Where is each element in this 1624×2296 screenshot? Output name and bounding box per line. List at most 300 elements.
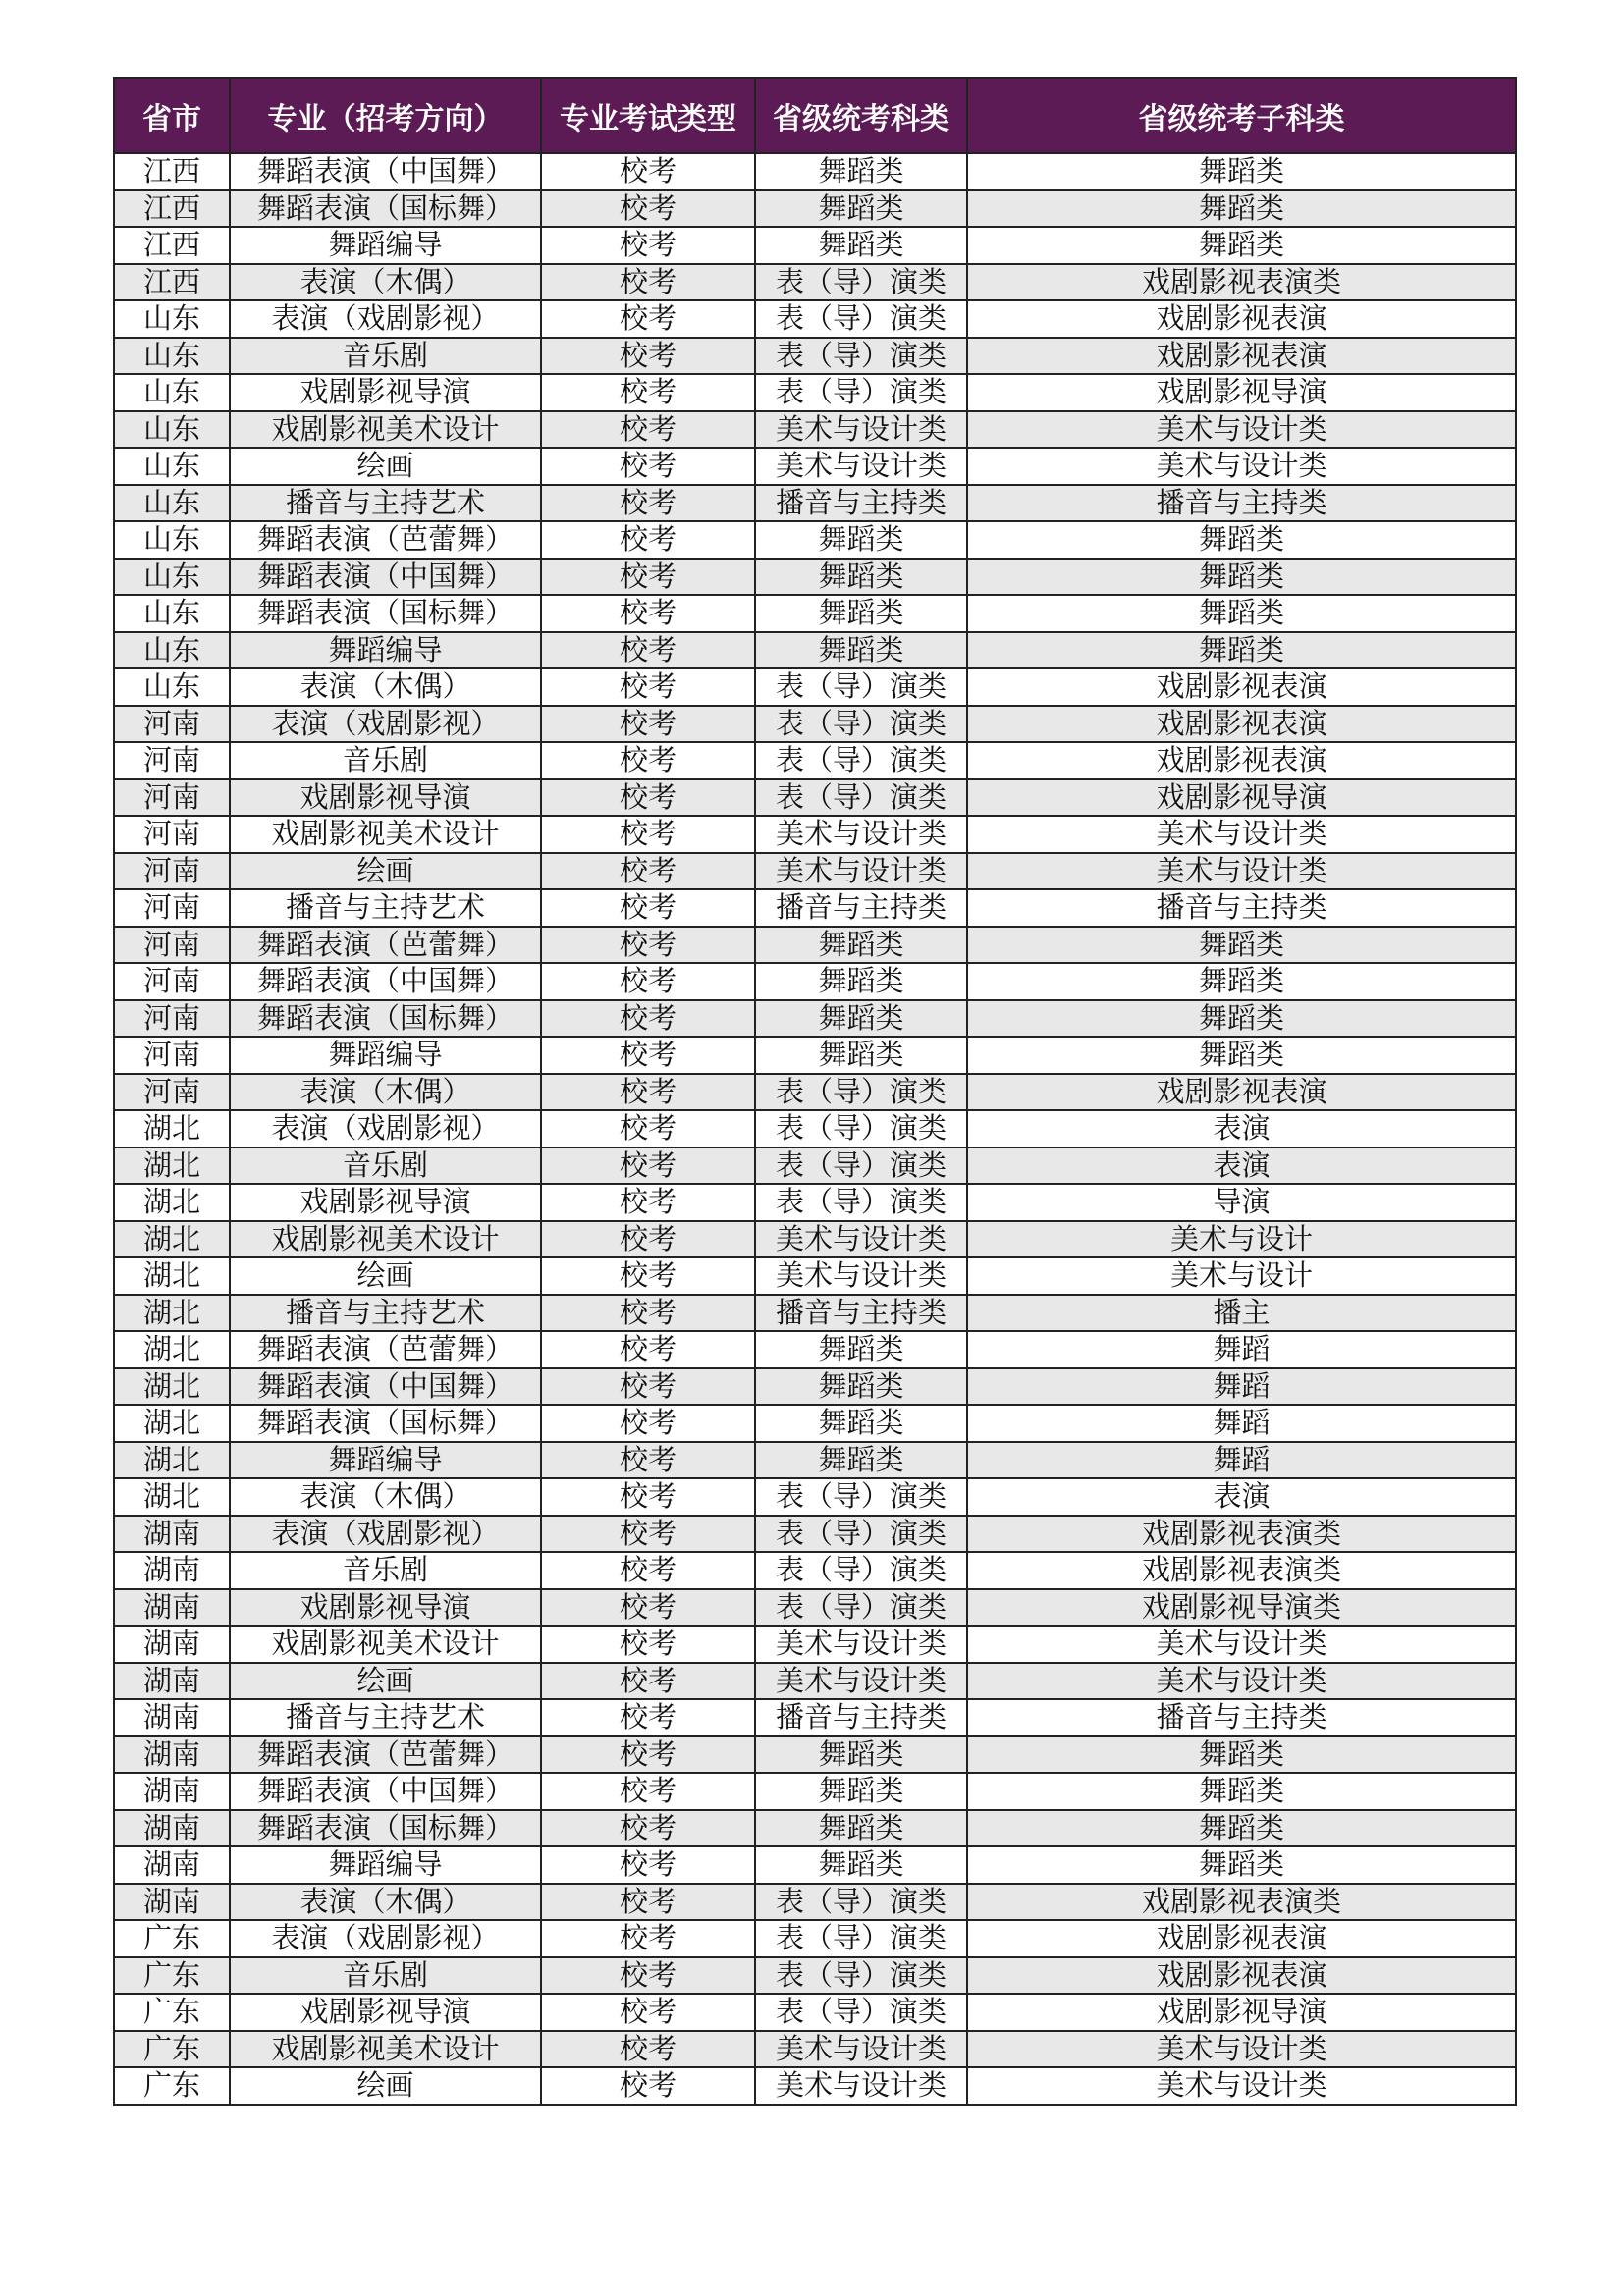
cell-category: 舞蹈类: [755, 1810, 967, 1847]
cell-subcategory: 美术与设计: [967, 1257, 1516, 1295]
cell-subcategory: 戏剧影视导演: [967, 779, 1516, 817]
table-row: [114, 411, 1516, 449]
cell-province: 湖北: [114, 1221, 230, 1258]
cell-major: 戏剧影视导演: [230, 1589, 541, 1627]
cell-exam-type: 校考: [541, 2067, 755, 2105]
cell-exam-type: 校考: [541, 227, 755, 264]
cell-exam-type: 校考: [541, 1736, 755, 1774]
table-row: [114, 816, 1516, 853]
table-row: [114, 448, 1516, 485]
cell-province: 河南: [114, 779, 230, 817]
cell-exam-type: 校考: [541, 853, 755, 890]
cell-category: 美术与设计类: [755, 1221, 967, 1258]
cell-province: 湖南: [114, 1846, 230, 1884]
table-row: [114, 1994, 1516, 2031]
cell-category: 表（导）演类: [755, 1884, 967, 1921]
cell-major: 戏剧影视美术设计: [230, 816, 541, 853]
table-row: [114, 1589, 1516, 1627]
cell-category: 舞蹈类: [755, 559, 967, 596]
cell-subcategory: 戏剧影视导演: [967, 1994, 1516, 2031]
cell-major: 舞蹈编导: [230, 632, 541, 669]
cell-province: 湖北: [114, 1442, 230, 1479]
cell-subcategory: 戏剧影视表演: [967, 706, 1516, 743]
cell-major: 戏剧影视导演: [230, 1184, 541, 1221]
cell-category: 表（导）演类: [755, 706, 967, 743]
table-row: [114, 1148, 1516, 1185]
cell-major: 表演（戏剧影视）: [230, 1516, 541, 1553]
cell-province: 山东: [114, 300, 230, 338]
cell-exam-type: 校考: [541, 1957, 755, 1995]
cell-major: 舞蹈表演（中国舞）: [230, 559, 541, 596]
cell-category: 舞蹈类: [755, 1331, 967, 1368]
table-row: [114, 927, 1516, 964]
cell-major: 舞蹈表演（芭蕾舞）: [230, 927, 541, 964]
cell-major: 舞蹈表演（国标舞）: [230, 190, 541, 228]
cell-category: 美术与设计类: [755, 816, 967, 853]
cell-exam-type: 校考: [541, 1626, 755, 1663]
table-row: [114, 1184, 1516, 1221]
cell-exam-type: 校考: [541, 1368, 755, 1406]
cell-subcategory: 舞蹈类: [967, 1773, 1516, 1810]
cell-province: 湖北: [114, 1295, 230, 1332]
table-row: [114, 227, 1516, 264]
cell-major: 绘画: [230, 448, 541, 485]
cell-major: 舞蹈表演（中国舞）: [230, 963, 541, 1000]
cell-subcategory: 表演: [967, 1478, 1516, 1516]
cell-major: 绘画: [230, 853, 541, 890]
header-province: 省市: [114, 78, 230, 153]
cell-subcategory: 舞蹈类: [967, 1000, 1516, 1038]
cell-major: 舞蹈编导: [230, 1846, 541, 1884]
cell-category: 表（导）演类: [755, 742, 967, 779]
cell-category: 表（导）演类: [755, 779, 967, 817]
cell-major: 表演（木偶）: [230, 668, 541, 706]
cell-exam-type: 校考: [541, 1478, 755, 1516]
cell-subcategory: 舞蹈类: [967, 153, 1516, 190]
cell-subcategory: 舞蹈类: [967, 1810, 1516, 1847]
cell-category: 播音与主持类: [755, 1699, 967, 1736]
cell-category: 表（导）演类: [755, 1589, 967, 1627]
cell-subcategory: 美术与设计类: [967, 816, 1516, 853]
table-row: [114, 1736, 1516, 1774]
table-row: [114, 264, 1516, 301]
cell-exam-type: 校考: [541, 927, 755, 964]
exam-category-table: [113, 77, 1517, 2106]
cell-major: 绘画: [230, 2067, 541, 2105]
table-row: [114, 1442, 1516, 1479]
table-body: [114, 153, 1516, 2105]
cell-province: 山东: [114, 632, 230, 669]
cell-major: 戏剧影视美术设计: [230, 1626, 541, 1663]
cell-province: 山东: [114, 595, 230, 632]
cell-province: 湖北: [114, 1110, 230, 1148]
cell-subcategory: 戏剧影视表演类: [967, 1884, 1516, 1921]
cell-exam-type: 校考: [541, 190, 755, 228]
cell-category: 舞蹈类: [755, 1736, 967, 1774]
cell-subcategory: 播主: [967, 1295, 1516, 1332]
cell-province: 湖南: [114, 1663, 230, 1700]
cell-province: 山东: [114, 521, 230, 559]
cell-subcategory: 美术与设计类: [967, 411, 1516, 449]
cell-major: 舞蹈表演（中国舞）: [230, 1773, 541, 1810]
cell-subcategory: 戏剧影视表演类: [967, 1552, 1516, 1589]
cell-category: 美术与设计类: [755, 2067, 967, 2105]
cell-major: 播音与主持艺术: [230, 1295, 541, 1332]
table-row: [114, 1405, 1516, 1442]
cell-major: 舞蹈编导: [230, 227, 541, 264]
cell-exam-type: 校考: [541, 2031, 755, 2068]
cell-subcategory: 戏剧影视表演: [967, 668, 1516, 706]
table-row: [114, 1221, 1516, 1258]
cell-category: 表（导）演类: [755, 1516, 967, 1553]
cell-subcategory: 表演: [967, 1110, 1516, 1148]
cell-exam-type: 校考: [541, 1110, 755, 1148]
table-row: [114, 1295, 1516, 1332]
cell-exam-type: 校考: [541, 1552, 755, 1589]
table-row: [114, 853, 1516, 890]
cell-subcategory: 播音与主持类: [967, 1699, 1516, 1736]
cell-province: 湖南: [114, 1699, 230, 1736]
table-row: [114, 1478, 1516, 1516]
cell-category: 舞蹈类: [755, 1442, 967, 1479]
cell-subcategory: 戏剧影视导演: [967, 374, 1516, 411]
cell-exam-type: 校考: [541, 706, 755, 743]
cell-province: 湖北: [114, 1184, 230, 1221]
cell-province: 山东: [114, 559, 230, 596]
cell-category: 表（导）演类: [755, 1552, 967, 1589]
cell-major: 舞蹈表演（芭蕾舞）: [230, 1331, 541, 1368]
cell-province: 江西: [114, 227, 230, 264]
cell-category: 表（导）演类: [755, 1920, 967, 1957]
cell-category: 表（导）演类: [755, 338, 967, 375]
cell-province: 河南: [114, 742, 230, 779]
cell-subcategory: 戏剧影视表演: [967, 1957, 1516, 1995]
cell-province: 山东: [114, 448, 230, 485]
cell-exam-type: 校考: [541, 1000, 755, 1038]
cell-exam-type: 校考: [541, 1810, 755, 1847]
cell-province: 江西: [114, 190, 230, 228]
cell-exam-type: 校考: [541, 411, 755, 449]
cell-category: 表（导）演类: [755, 1110, 967, 1148]
cell-subcategory: 播音与主持类: [967, 889, 1516, 927]
cell-category: 舞蹈类: [755, 632, 967, 669]
cell-category: 播音与主持类: [755, 1295, 967, 1332]
cell-exam-type: 校考: [541, 338, 755, 375]
cell-category: 表（导）演类: [755, 264, 967, 301]
cell-subcategory: 戏剧影视表演类: [967, 264, 1516, 301]
cell-major: 音乐剧: [230, 1148, 541, 1185]
cell-province: 河南: [114, 927, 230, 964]
cell-province: 河南: [114, 889, 230, 927]
table-row: [114, 742, 1516, 779]
cell-province: 湖南: [114, 1626, 230, 1663]
cell-exam-type: 校考: [541, 448, 755, 485]
cell-province: 广东: [114, 1994, 230, 2031]
header-subcategory: 省级统考子科类: [967, 78, 1516, 153]
cell-exam-type: 校考: [541, 1442, 755, 1479]
cell-exam-type: 校考: [541, 1994, 755, 2031]
cell-province: 山东: [114, 668, 230, 706]
cell-province: 山东: [114, 374, 230, 411]
cell-subcategory: 舞蹈类: [967, 521, 1516, 559]
cell-exam-type: 校考: [541, 1846, 755, 1884]
cell-subcategory: 戏剧影视表演: [967, 742, 1516, 779]
table-row: [114, 1257, 1516, 1295]
cell-exam-type: 校考: [541, 1295, 755, 1332]
cell-category: 播音与主持类: [755, 485, 967, 522]
cell-subcategory: 舞蹈类: [967, 190, 1516, 228]
table-row: [114, 963, 1516, 1000]
table-row: [114, 2067, 1516, 2105]
table-row: [114, 1920, 1516, 1957]
cell-province: 湖南: [114, 1884, 230, 1921]
cell-province: 湖北: [114, 1478, 230, 1516]
cell-exam-type: 校考: [541, 1920, 755, 1957]
cell-province: 湖南: [114, 1552, 230, 1589]
table-row: [114, 889, 1516, 927]
cell-province: 湖南: [114, 1773, 230, 1810]
table-row: [114, 1110, 1516, 1148]
cell-subcategory: 戏剧影视表演: [967, 338, 1516, 375]
cell-province: 河南: [114, 816, 230, 853]
cell-province: 湖南: [114, 1589, 230, 1627]
cell-major: 表演（木偶）: [230, 1884, 541, 1921]
cell-exam-type: 校考: [541, 1516, 755, 1553]
cell-exam-type: 校考: [541, 485, 755, 522]
cell-subcategory: 播音与主持类: [967, 485, 1516, 522]
cell-subcategory: 舞蹈: [967, 1331, 1516, 1368]
cell-major: 表演（木偶）: [230, 1074, 541, 1111]
cell-category: 美术与设计类: [755, 853, 967, 890]
cell-exam-type: 校考: [541, 1221, 755, 1258]
cell-category: 舞蹈类: [755, 153, 967, 190]
cell-exam-type: 校考: [541, 1074, 755, 1111]
cell-major: 戏剧影视美术设计: [230, 1221, 541, 1258]
cell-exam-type: 校考: [541, 1663, 755, 1700]
cell-province: 河南: [114, 963, 230, 1000]
cell-major: 绘画: [230, 1257, 541, 1295]
table-row: [114, 1000, 1516, 1038]
cell-subcategory: 美术与设计类: [967, 448, 1516, 485]
cell-exam-type: 校考: [541, 742, 755, 779]
cell-exam-type: 校考: [541, 1037, 755, 1074]
cell-category: 舞蹈类: [755, 1405, 967, 1442]
table-row: [114, 521, 1516, 559]
table-row: [114, 1957, 1516, 1995]
cell-major: 绘画: [230, 1663, 541, 1700]
table-row: [114, 1884, 1516, 1921]
cell-province: 江西: [114, 153, 230, 190]
cell-major: 戏剧影视导演: [230, 779, 541, 817]
cell-major: 播音与主持艺术: [230, 1699, 541, 1736]
cell-exam-type: 校考: [541, 595, 755, 632]
cell-exam-type: 校考: [541, 1884, 755, 1921]
cell-exam-type: 校考: [541, 668, 755, 706]
cell-subcategory: 戏剧影视表演: [967, 1920, 1516, 1957]
cell-category: 播音与主持类: [755, 889, 967, 927]
cell-category: 舞蹈类: [755, 1037, 967, 1074]
cell-province: 广东: [114, 1920, 230, 1957]
cell-exam-type: 校考: [541, 889, 755, 927]
cell-major: 舞蹈编导: [230, 1442, 541, 1479]
table-row: [114, 1516, 1516, 1553]
cell-exam-type: 校考: [541, 1699, 755, 1736]
cell-category: 美术与设计类: [755, 1257, 967, 1295]
cell-subcategory: 舞蹈: [967, 1405, 1516, 1442]
cell-major: 播音与主持艺术: [230, 485, 541, 522]
cell-major: 表演（木偶）: [230, 1478, 541, 1516]
table-row: [114, 374, 1516, 411]
cell-province: 湖北: [114, 1405, 230, 1442]
cell-exam-type: 校考: [541, 374, 755, 411]
cell-major: 舞蹈编导: [230, 1037, 541, 1074]
cell-category: 舞蹈类: [755, 963, 967, 1000]
cell-major: 表演（木偶）: [230, 264, 541, 301]
table-row: [114, 1626, 1516, 1663]
cell-major: 舞蹈表演（国标舞）: [230, 1000, 541, 1038]
cell-major: 音乐剧: [230, 742, 541, 779]
cell-exam-type: 校考: [541, 1331, 755, 1368]
table-row: [114, 485, 1516, 522]
cell-province: 河南: [114, 853, 230, 890]
cell-major: 表演（戏剧影视）: [230, 1110, 541, 1148]
table-row: [114, 1663, 1516, 1700]
cell-category: 表（导）演类: [755, 1148, 967, 1185]
cell-major: 戏剧影视导演: [230, 1994, 541, 2031]
cell-subcategory: 戏剧影视表演: [967, 300, 1516, 338]
cell-province: 湖北: [114, 1331, 230, 1368]
cell-major: 表演（戏剧影视）: [230, 300, 541, 338]
cell-category: 美术与设计类: [755, 448, 967, 485]
cell-province: 湖南: [114, 1516, 230, 1553]
cell-subcategory: 美术与设计类: [967, 2031, 1516, 2068]
cell-subcategory: 舞蹈类: [967, 1846, 1516, 1884]
cell-category: 表（导）演类: [755, 300, 967, 338]
table-row: [114, 559, 1516, 596]
cell-subcategory: 戏剧影视表演类: [967, 1516, 1516, 1553]
cell-category: 表（导）演类: [755, 1957, 967, 1995]
cell-subcategory: 舞蹈类: [967, 595, 1516, 632]
cell-category: 舞蹈类: [755, 927, 967, 964]
cell-subcategory: 戏剧影视导演类: [967, 1589, 1516, 1627]
cell-category: 舞蹈类: [755, 595, 967, 632]
cell-category: 表（导）演类: [755, 1184, 967, 1221]
cell-subcategory: 舞蹈类: [967, 559, 1516, 596]
cell-subcategory: 舞蹈类: [967, 632, 1516, 669]
data-table-container: [113, 77, 1517, 2106]
cell-subcategory: 美术与设计类: [967, 1663, 1516, 1700]
cell-province: 山东: [114, 485, 230, 522]
cell-category: 表（导）演类: [755, 1074, 967, 1111]
table-row: [114, 1074, 1516, 1111]
cell-major: 播音与主持艺术: [230, 889, 541, 927]
cell-subcategory: 美术与设计类: [967, 1626, 1516, 1663]
header-exam-type: 专业考试类型: [541, 78, 755, 153]
cell-major: 舞蹈表演（芭蕾舞）: [230, 1736, 541, 1774]
cell-major: 戏剧影视美术设计: [230, 2031, 541, 2068]
cell-province: 广东: [114, 2031, 230, 2068]
cell-province: 河南: [114, 1074, 230, 1111]
cell-exam-type: 校考: [541, 300, 755, 338]
cell-province: 山东: [114, 411, 230, 449]
cell-subcategory: 舞蹈: [967, 1442, 1516, 1479]
cell-category: 舞蹈类: [755, 1368, 967, 1406]
table-row: [114, 632, 1516, 669]
cell-major: 音乐剧: [230, 338, 541, 375]
cell-subcategory: 舞蹈类: [967, 1736, 1516, 1774]
table-row: [114, 190, 1516, 228]
table-row: [114, 1846, 1516, 1884]
cell-major: 舞蹈表演（国标舞）: [230, 1405, 541, 1442]
table-row: [114, 1552, 1516, 1589]
cell-province: 山东: [114, 338, 230, 375]
header-major: 专业（招考方向）: [230, 78, 541, 153]
table-row: [114, 1810, 1516, 1847]
cell-exam-type: 校考: [541, 963, 755, 1000]
header-category: 省级统考科类: [755, 78, 967, 153]
cell-province: 广东: [114, 2067, 230, 2105]
cell-exam-type: 校考: [541, 264, 755, 301]
cell-category: 美术与设计类: [755, 1663, 967, 1700]
cell-subcategory: 舞蹈类: [967, 927, 1516, 964]
cell-major: 音乐剧: [230, 1552, 541, 1589]
cell-province: 湖北: [114, 1148, 230, 1185]
cell-category: 舞蹈类: [755, 521, 967, 559]
table-row: [114, 1368, 1516, 1406]
table-row: [114, 1773, 1516, 1810]
cell-major: 表演（戏剧影视）: [230, 706, 541, 743]
cell-exam-type: 校考: [541, 1773, 755, 1810]
table-row: [114, 1037, 1516, 1074]
cell-province: 湖北: [114, 1257, 230, 1295]
table-header-row: [114, 78, 1516, 153]
cell-province: 湖南: [114, 1810, 230, 1847]
cell-exam-type: 校考: [541, 632, 755, 669]
cell-category: 美术与设计类: [755, 2031, 967, 2068]
cell-province: 广东: [114, 1957, 230, 1995]
cell-category: 舞蹈类: [755, 227, 967, 264]
cell-subcategory: 戏剧影视表演: [967, 1074, 1516, 1111]
cell-subcategory: 美术与设计类: [967, 2067, 1516, 2105]
table-row: [114, 1699, 1516, 1736]
cell-subcategory: 舞蹈类: [967, 1037, 1516, 1074]
table-row: [114, 300, 1516, 338]
cell-exam-type: 校考: [541, 816, 755, 853]
cell-major: 舞蹈表演（中国舞）: [230, 1368, 541, 1406]
cell-major: 戏剧影视美术设计: [230, 411, 541, 449]
cell-exam-type: 校考: [541, 1405, 755, 1442]
cell-exam-type: 校考: [541, 559, 755, 596]
cell-major: 戏剧影视导演: [230, 374, 541, 411]
table-row: [114, 153, 1516, 190]
table-row: [114, 668, 1516, 706]
table-row: [114, 779, 1516, 817]
cell-major: 舞蹈表演（国标舞）: [230, 1810, 541, 1847]
table-row: [114, 1331, 1516, 1368]
cell-category: 舞蹈类: [755, 1773, 967, 1810]
cell-exam-type: 校考: [541, 1148, 755, 1185]
cell-exam-type: 校考: [541, 1184, 755, 1221]
cell-category: 表（导）演类: [755, 1994, 967, 2031]
cell-major: 舞蹈表演（中国舞）: [230, 153, 541, 190]
cell-province: 湖北: [114, 1368, 230, 1406]
cell-subcategory: 表演: [967, 1148, 1516, 1185]
cell-exam-type: 校考: [541, 521, 755, 559]
cell-subcategory: 舞蹈类: [967, 227, 1516, 264]
table-row: [114, 595, 1516, 632]
cell-major: 舞蹈表演（国标舞）: [230, 595, 541, 632]
cell-category: 美术与设计类: [755, 411, 967, 449]
